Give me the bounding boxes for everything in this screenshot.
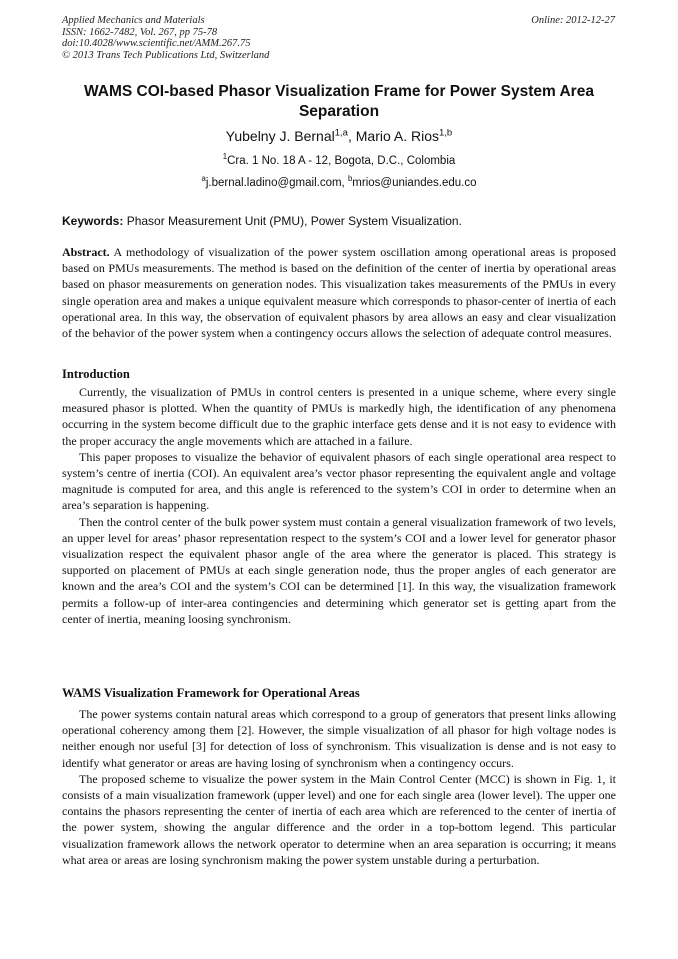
email-superscript: b	[347, 174, 353, 184]
online-date: Online: 2012-12-27	[531, 15, 615, 26]
email-link[interactable]: mrios@uniandes.edu.co	[352, 177, 477, 189]
email-separator: ,	[341, 177, 348, 189]
section-heading-wams: WAMS Visualization Framework for Operational Areas	[62, 686, 360, 700]
affiliation-text: Cra. 1 No. 18 A - 12, Bogota, D.C., Colombia	[227, 155, 456, 167]
issn-line: ISSN: 1662-7482, Vol. 267, pp 75-78	[62, 26, 218, 38]
abstract	[62, 244, 616, 341]
author-superscript: 1,b	[439, 127, 453, 139]
copyright-line: © 2013 Trans Tech Publications Ltd, Switzerland	[62, 49, 270, 61]
journal-name: Applied Mechanics and Materials	[62, 15, 205, 26]
abstract-text: A methodology of visualization of the power system oscillation among operational areas is proposed based on PMUs measurements. The method is based on the definition of the center of inertia by operational areas based on phasor measurements on generation nodes. This visualization takes measurements of the PMUs in every single operation area and makes a unique equivalent measure which corresponds to phasor-center of inertia of each operational area. In this way, the observation of equivalent phasors by area allows an easy and clear visualization of the behavior of the power system when a contingency occurs allows the selection of adequate control measures.	[62, 245, 616, 341]
email-link[interactable]: j.bernal.ladino@gmail.com	[205, 177, 342, 189]
paper-title: WAMS COI-based Phasor Visualization Frame for Power System Area Separation	[84, 83, 594, 120]
keywords-text: Phasor Measurement Unit (PMU), Power System Visualization.	[123, 214, 462, 228]
introduction-body	[62, 384, 616, 627]
keywords	[62, 214, 616, 229]
author-name: Yubelny J. Bernal	[225, 128, 335, 144]
email-superscript: a	[201, 174, 206, 184]
author-line	[62, 127, 616, 145]
paragraph: The power systems contain natural areas which correspond to a group of generators that present links allowing operational coherency among them [2]. However, the simple visualization of all phasor for high voltage nodes is neither enough nor useful [3] for detection of loss of synchronism. This visualization is dense and is not easy to identify what generator or areas are having losing of synchronism when a contingency occurs.	[62, 707, 616, 770]
affiliation	[62, 154, 616, 168]
paragraph: The proposed scheme to visualize the power system in the Main Control Center (MCC) is shown in Fig. 1, it consists of a main visualization framework (upper level) and one for each single area (lower level). The upper one contains the phasors representing the center of inertia of each area which are referenced to the center of inertia of the power system, showing the angular difference and the order in a top-bottom legend. This particular visualization framework allows the network operator to determine when an area separation is occurring; it means what area or areas are losing synchronism making the power system unstable during a perturbation.	[62, 771, 616, 867]
paragraph: Then the control center of the bulk power system must contain a general visualization framework of two levels, an upper level for areas’ phasor representation respect to the system’s COI and a lower level for generator phasor visualization respect the equivalent phasor angle of the area where the generator is placed. This strategy is supported on placement of PMUs at each single generation node, thus the proper angles of each generator are known and the area’s COI and the system’s COI can be determined [1]. In this way, the visualization framework permits a follow-up of inter-area contingencies and determining which generator set is getting apart from the center of inertia, meaning loosing synchronism.	[62, 514, 616, 626]
abstract-label: Abstract.	[62, 245, 110, 259]
doi-line: doi:10.4028/www.scientific.net/AMM.267.75	[62, 38, 251, 49]
journal-header	[62, 15, 269, 61]
paragraph: Currently, the visualization of PMUs in control centers is presented in a unique scheme, where every single measured phasor is plotted. When the quantity of PMUs is markedly high, the identification of any phenomena occurring in the system become difficult due to the graphic interface gets dense and it is not easy to evidence with the proper accuracy the angle movements which are attached in a failure.	[62, 385, 616, 448]
email-line	[62, 176, 616, 190]
author-superscript: 1,a	[334, 127, 348, 139]
affiliation-superscript: 1	[222, 152, 228, 162]
author-name: Mario A. Rios	[355, 128, 439, 144]
wams-body	[62, 706, 616, 868]
paragraph: This paper proposes to visualize the behavior of equivalent phasors of each single operational area respect to system’s centre of inertia (COI). An equivalent area’s vector phasor representing the equivalent angle and voltage magnitude is computed for area, and this angle is referenced to the system’s COI in order to determine when an area’s separation is happening.	[62, 449, 616, 513]
author-separator: ,	[347, 128, 356, 144]
section-heading-introduction: Introduction	[62, 367, 130, 381]
keywords-label: Keywords:	[62, 214, 124, 228]
